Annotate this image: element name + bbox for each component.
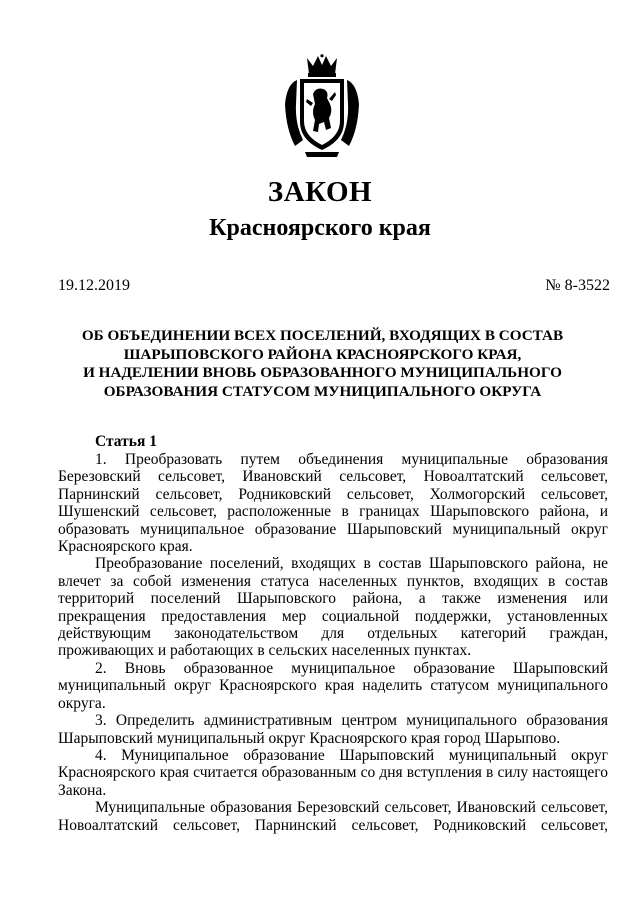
document-title: ЗАКОН	[267, 176, 373, 208]
law-heading-line: И НАДЕЛЕНИИ ВНОВЬ ОБРАЗОВАННОГО МУНИЦИПАЛЬНОГО	[83, 364, 562, 381]
paragraph: 3. Определить административным центром муниципального образования Шарыповский муниципальный округ Красноярского края город Шарыпово.	[58, 712, 608, 747]
law-heading	[60, 327, 585, 401]
paragraph: 4. Муниципальное образование Шарыповский муниципальный округ Красноярского края считается образованным со дня вступления в силу настоящего Закона.	[58, 746, 608, 799]
document-number: № 8-3522	[545, 277, 610, 294]
law-heading-line: ОБ ОБЪЕДИНЕНИИ ВСЕХ ПОСЕЛЕНИЙ, ВХОДЯЩИХ В СОСТАВ	[81, 327, 564, 344]
document-date: 19.12.2019	[58, 277, 130, 294]
law-heading-line: ОБРАЗОВАНИЯ СТАТУСОМ МУНИЦИПАЛЬНОГО ОКРУГА	[103, 382, 542, 400]
coat-of-arms-icon	[283, 54, 361, 158]
paragraph: 2. Вновь образованное муниципальное образование Шарыповский муниципальный округ Красноярского края наделить статусом муниципального округа.	[58, 659, 608, 712]
paragraph: Преобразование поселений, входящих в состав Шарыповского района, не влечет за собой изменения статуса населенных пунктов, входящих в состав территорий поселений Шарыповского района, а также изменения или прекращения предоставления мер социальной поддержки, установленных действующим законодательством для отдельных категорий граждан, проживающих и работающих в сельских населенных пунктах.	[58, 555, 608, 660]
paragraph: Муниципальные образования Березовский сельсовет, Ивановский сельсовет, Новоалтатский сельсовет, Парнинский сельсовет, Родниковский сельсовет,	[58, 799, 608, 834]
article-body	[58, 451, 608, 834]
paragraph: 1. Преобразовать путем объединения муниципальные образования Березовский сельсовет, Ивановский сельсовет, Новоалтатский сельсовет, Парнинский сельсовет, Родниковский сельсовет, Холмогорский сельсовет, Шушенский сельсовет, расположенные в границах Шарыповского района, и образовать муниципальное образование Шарыповский муниципальный округ Красноярского края.	[58, 451, 608, 556]
article-title: Статья 1	[95, 433, 157, 450]
law-heading-line: ШАРЫПОВСКОГО РАЙОНА КРАСНОЯРСКОГО КРАЯ,	[123, 345, 522, 363]
document-subtitle: Красноярского края	[209, 215, 431, 241]
